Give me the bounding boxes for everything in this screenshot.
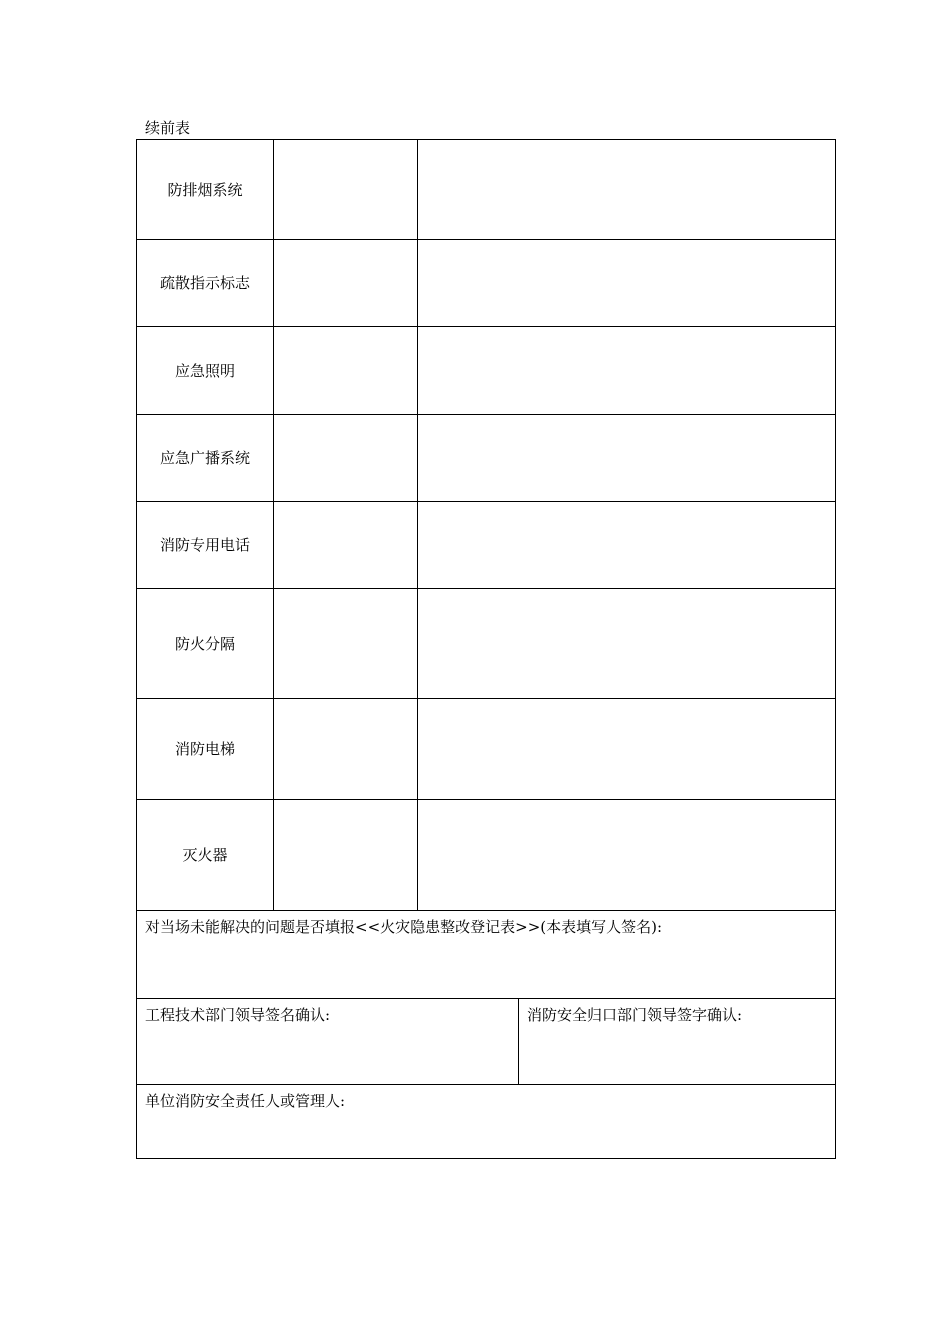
remarks-cell[interactable] <box>418 589 836 699</box>
table-row <box>137 589 836 699</box>
status-cell[interactable] <box>274 699 418 800</box>
remarks-cell[interactable] <box>418 327 836 415</box>
item-label-extinguisher: 灭火器 <box>137 800 274 911</box>
unit-responsible-field[interactable]: 单位消防安全责任人或管理人: <box>137 1085 836 1159</box>
table-row <box>137 140 836 240</box>
item-label-emergency-broadcast: 应急广播系统 <box>137 415 274 502</box>
status-cell[interactable] <box>274 415 418 502</box>
status-cell[interactable] <box>274 502 418 589</box>
table-row <box>137 327 836 415</box>
item-label-fire-telephone: 消防专用电话 <box>137 502 274 589</box>
table-row <box>137 911 836 999</box>
item-label-emergency-lighting: 应急照明 <box>137 327 274 415</box>
inspection-form-table <box>136 139 836 1159</box>
remarks-cell[interactable] <box>418 415 836 502</box>
status-cell[interactable] <box>274 240 418 327</box>
table-row <box>137 240 836 327</box>
engineering-signoff-field[interactable]: 工程技术部门领导签名确认: <box>137 999 519 1085</box>
item-label-fire-separation: 防火分隔 <box>137 589 274 699</box>
remarks-cell[interactable] <box>418 502 836 589</box>
unresolved-issues-field[interactable]: 对当场未能解决的问题是否填报<<火灾隐患整改登记表>>(本表填写人签名): <box>137 911 836 999</box>
status-cell[interactable] <box>274 800 418 911</box>
status-cell[interactable] <box>274 589 418 699</box>
continued-caption: 续前表 <box>145 119 191 137</box>
table-row <box>137 999 836 1085</box>
remarks-cell[interactable] <box>418 240 836 327</box>
fire-safety-signoff-field[interactable]: 消防安全归口部门领导签字确认: <box>519 999 836 1085</box>
status-cell[interactable] <box>274 327 418 415</box>
item-label-evacuation-signs: 疏散指示标志 <box>137 240 274 327</box>
table-row <box>137 1085 836 1159</box>
item-label-fire-elevator: 消防电梯 <box>137 699 274 800</box>
remarks-cell[interactable] <box>418 800 836 911</box>
table-row <box>137 699 836 800</box>
remarks-cell[interactable] <box>418 140 836 240</box>
table-row <box>137 502 836 589</box>
item-label-smoke-control: 防排烟系统 <box>137 140 274 240</box>
table-row <box>137 800 836 911</box>
status-cell[interactable] <box>274 140 418 240</box>
table-row <box>137 415 836 502</box>
remarks-cell[interactable] <box>418 699 836 800</box>
